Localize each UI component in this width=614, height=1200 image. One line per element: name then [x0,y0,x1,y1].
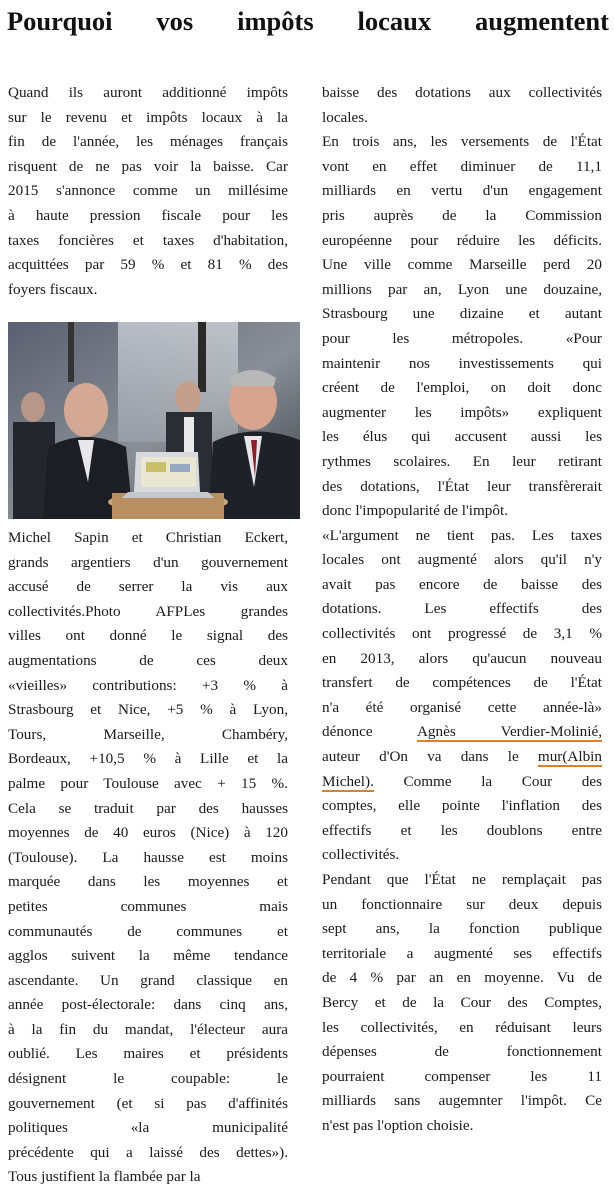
left-body-line: Strasbourg et Nice, +5 % à Lyon, [8,701,288,719]
right-body-b-line: n'est pas l'option choisie. [322,1116,474,1134]
right-body-a-line: des dotations, l'État leur transfèrerait [322,477,602,495]
book-title-underlined: mur(Albin [537,748,602,766]
right-body-a-line: augmenter les impôts» expliquent [322,403,602,421]
right-body-a-line: rythmes scolaires. En leur retirant [322,452,602,470]
left-body-line: Tous justifient la flambée par la [8,1168,201,1186]
left-body-line: villes ont donné le signal des [8,627,288,645]
right-body-b-line: de 4 % par an en moyenne. Vu de [322,969,602,987]
right-body-a-line: vont en effet diminuer de 11,1 [322,157,602,175]
left-body-line: année post-électorale: dans cinq ans, [8,996,288,1014]
left-body-line: «vieilles» contributions: +3 % à [8,676,288,694]
right-body-a-line: pour les métropoles. «Pour [322,329,602,347]
left-column-body [8,526,288,1190]
right-body-a-line: créent de l'emploi, on doit donc [322,379,602,397]
right-body-a-line: donc l'impopularité de l'impôt. [322,502,509,520]
left-intro-line: à haute pression fiscale pour les [8,206,288,224]
left-body-line: oublié. Les maires et présidents [8,1045,288,1063]
left-intro-line: sur le revenu et impôts locaux à la [8,108,288,126]
publisher-underlined: Michel). [322,772,374,790]
left-body-line: ascendante. Un grand classique en [8,971,288,989]
right-body-a-line: locales ont augmenté alors qu'il n'y [322,551,602,569]
left-intro-line: foyers fiscaux. [8,280,98,298]
left-body-line: politiques «la municipalité [8,1119,288,1137]
left-body-line: collectivités.Photo AFPLes grandes [8,602,288,620]
right-body-a-line: «L'argument ne tient pas. Les taxes [322,526,602,544]
left-body-line: Tours, Marseille, Chambéry, [8,725,288,743]
left-column-intro [8,81,288,302]
right-body-b-line: Pendant que l'État ne remplaçait pas [322,871,602,888]
line-denonce [322,720,602,745]
left-intro-line: risquent de ne pas voir la baisse. Car [8,157,288,175]
left-body-line: palme pour Toulouse avec + 15 %. [8,774,288,792]
left-body-line: Bordeaux, +10,5 % à Lille et la [8,750,288,768]
line-auteur [322,745,602,770]
right-body-b-line: pourraient compenser les 11 [322,1067,602,1085]
left-body-line: agglos suivent la même tendance [8,947,288,965]
right-body-a-line: baisse des dotations aux collectivités [322,84,602,101]
news-photo-image [8,322,300,519]
right-body-a-line: milliards en vertu d'un engagement [322,182,602,200]
left-body-line: Michel Sapin et Christian Eckert, [8,529,288,546]
text-auteur: auteur d'On va dans le [322,748,519,766]
right-body-a-line: maintenir nos investissements qui [322,354,602,372]
left-body-line: à la fin du mandat, l'électeur aura [8,1020,288,1038]
right-body-b-line: effectifs et les doublons entre [322,821,602,839]
right-body-a-line: millions par an, Lyon une douzaine, [322,280,602,298]
line-michel [322,770,602,795]
article-photo [8,322,300,519]
left-body-line: gouvernement (et si pas d'affinités [8,1094,288,1112]
right-body-b-line: territoriale a augmenté ses effectifs [322,944,602,962]
right-body-a-line: dotations. Les effectifs des [322,600,602,618]
right-body-a-line: en 2013, alors qu'aucun nouveau [322,649,602,667]
author-name-underlined: Agnès Verdier-Molinié, [416,723,602,741]
right-body-a-line: n'a été organisé cette année-là» [322,698,602,716]
right-body-a-line: Une ville comme Marseille perd 20 [322,256,602,274]
right-body-a-line: transfert de compétences de l'État [322,674,602,692]
right-body-a-line: En trois ans, les versements de l'État [322,133,602,151]
right-body-b-line: comptes, elle pointe l'inflation des [322,797,602,815]
right-body-b-line: un fonctionnaire sur deux depuis [322,895,602,913]
right-body-b-line: les collectivités, en réduisant leurs [322,1018,602,1036]
left-intro-line: 2015 s'annonce comme un millésime [8,182,288,200]
left-body-line: désignent le coupable: le [8,1070,288,1088]
left-intro-line: Quand ils auront additionné impôts [8,84,288,101]
left-body-line: moyennes de 40 euros (Nice) à 120 [8,824,288,842]
right-body-a-line: pris auprès de la Commission [322,206,602,224]
right-body-a-line: Strasbourg une dizaine et autant [322,305,602,323]
right-body-a-line: européenne pour réduire les déficits. [322,231,602,249]
article-headline: Pourquoi vos impôts locaux augmentent [7,6,609,36]
left-body-line: précédente qui a laissé des dettes»). [8,1143,288,1161]
left-body-line: Cela se traduit par des hausses [8,799,288,817]
left-intro-line: acquittées par 59 % et 81 % des [8,256,288,274]
left-body-line: augmentations de ces deux [8,651,288,669]
right-body-b-line: collectivités. [322,846,400,864]
left-body-line: petites communes mais [8,897,288,915]
right-column-body [322,81,602,1139]
right-body-a-line: collectivités ont progressé de 3,1 % [322,625,602,643]
left-intro-line: taxes foncières et taxes d'habitation, [8,231,288,249]
right-body-a-line: les élus qui accusent aussi les [322,428,602,446]
right-body-b-line: sept ans, la fonction publique [322,920,602,938]
text-denonce: dénonce [322,723,373,741]
left-body-line: grands argentiers d'un gouvernement [8,553,288,571]
right-body-b-line: Bercy et de la Cour des Comptes, [322,993,602,1011]
left-body-line: communautés de communes et [8,922,288,940]
left-body-line: (Toulouse). La hausse est moins [8,848,288,866]
left-intro-line: fin de l'année, les ménages français [8,133,288,151]
right-body-a-line: locales. [322,108,368,126]
left-body-line: marquée dans les moyennes et [8,873,288,891]
left-body-line: accusé de serrer la vis aux [8,578,288,596]
text-comme: Comme la Cour des [403,772,602,790]
right-body-b-line: dépenses de fonctionnement [322,1043,602,1061]
right-body-a-line: avait pas encore de baisse des [322,575,602,593]
right-body-b-line: milliards sans augemnter l'impôt. Ce [322,1092,602,1110]
